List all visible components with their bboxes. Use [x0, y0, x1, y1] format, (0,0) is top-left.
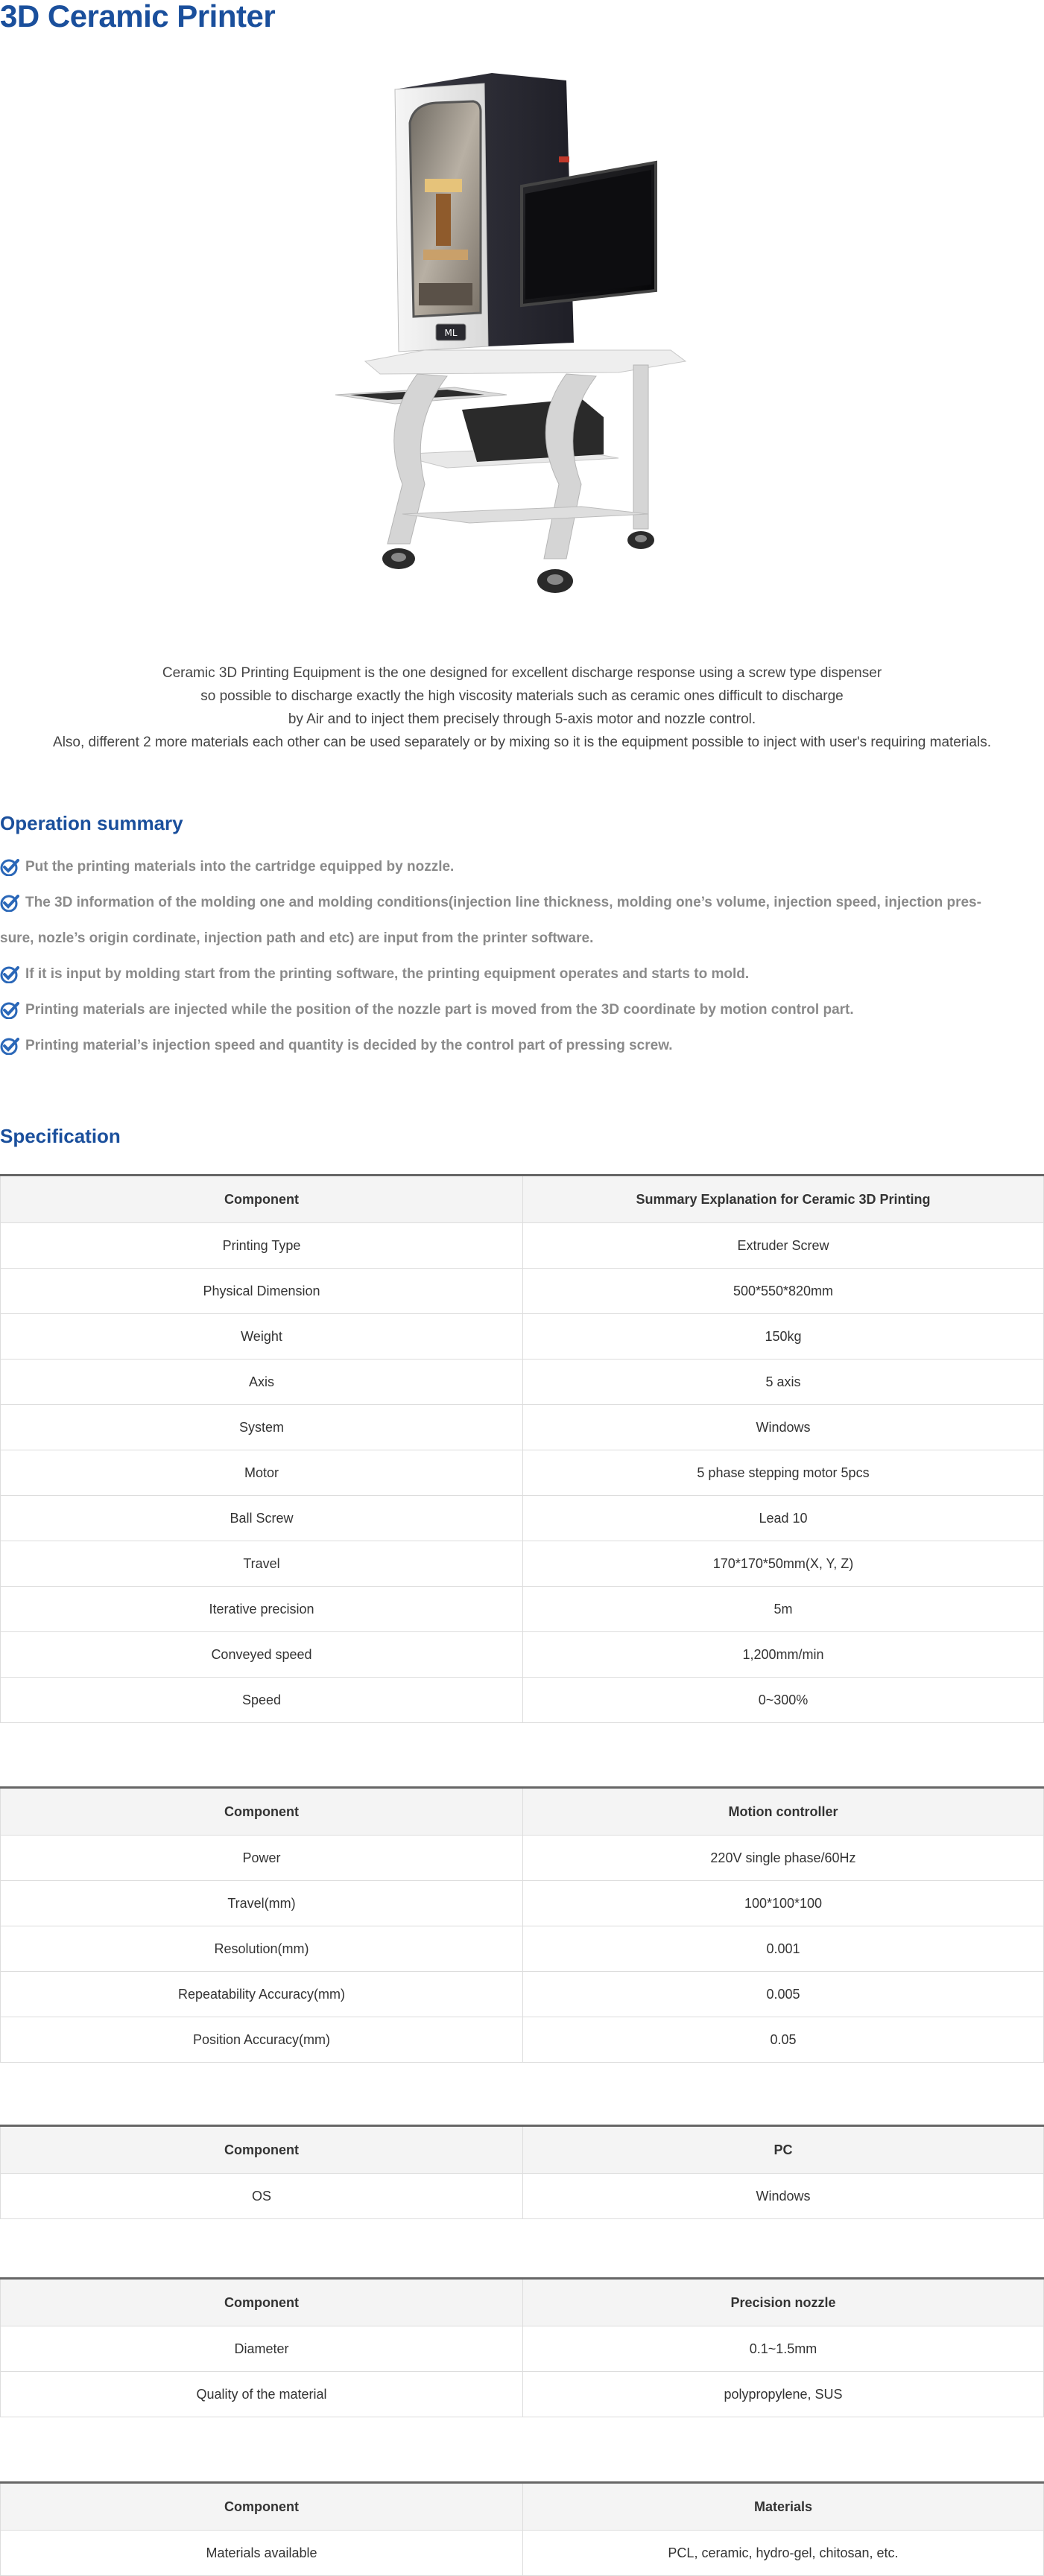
list-item-text: sure, nozle’s origin cordinate, injection path and etc) are input from the printer software. [0, 930, 594, 946]
table-cell: 0.05 [523, 2017, 1044, 2063]
table-header-cell: Precision nozzle [523, 2279, 1044, 2326]
table-row [1, 1223, 1044, 1269]
spec-table-precision-nozzle [0, 2277, 1044, 2417]
table-header-cell: Component [1, 2279, 523, 2326]
table-header-row [1, 2279, 1044, 2326]
table-cell: Motor [1, 1450, 523, 1496]
table-cell: 0.005 [523, 1972, 1044, 2017]
table-header-cell: Summary Explanation for Ceramic 3D Printing [523, 1176, 1044, 1223]
spec-table-pc [0, 2125, 1044, 2219]
table-cell: 0.001 [523, 1926, 1044, 1972]
table-row [1, 1496, 1044, 1541]
list-item-text: If it is input by molding start from the printing software, the printing equipment operates and starts to mold. [25, 966, 750, 982]
table-cell: 100*100*100 [523, 1881, 1044, 1926]
table-header-cell: Component [1, 2483, 523, 2531]
table-cell: polypropylene, SUS [523, 2372, 1044, 2417]
intro-line: so possible to discharge exactly the high viscosity materials such as ceramic ones difficult to discharge [200, 688, 844, 704]
table-cell: 5 axis [523, 1360, 1044, 1405]
table-cell: Windows [523, 1405, 1044, 1450]
list-item-continuation [0, 921, 1043, 957]
table-row [1, 1926, 1044, 1972]
table-cell: Extruder Screw [523, 1223, 1044, 1269]
table-cell: OS [1, 2174, 523, 2219]
list-item-text: Printing materials are injected while the position of the nozzle part is moved from the 3D coordinate by motion control part. [25, 1002, 854, 1018]
table-row [1, 1360, 1044, 1405]
table-header-row [1, 2126, 1044, 2174]
table-row [1, 1632, 1044, 1678]
spec-table-motion-controller [0, 1786, 1044, 2063]
table-cell: Materials available [1, 2531, 523, 2576]
specification-title: Specification [0, 1125, 121, 1147]
table-header-cell: Materials [523, 2483, 1044, 2531]
check-icon [0, 858, 19, 876]
table-cell: 170*170*50mm(X, Y, Z) [523, 1541, 1044, 1587]
table-cell: Physical Dimension [1, 1269, 523, 1314]
table-cell: Diameter [1, 2326, 523, 2372]
table-row [1, 2017, 1044, 2063]
list-item [0, 849, 1043, 885]
table-cell: Iterative precision [1, 1587, 523, 1632]
table-cell: Quality of the material [1, 2372, 523, 2417]
spec-table-main [0, 1174, 1044, 1723]
table-header-cell: Component [1, 1176, 523, 1223]
table-row [1, 1405, 1044, 1450]
list-item [0, 885, 1043, 921]
table-header-cell: Component [1, 1788, 523, 1836]
table-row [1, 1972, 1044, 2017]
table-cell: Speed [1, 1678, 523, 1723]
operation-summary-title: Operation summary [0, 812, 183, 834]
list-item-text: Printing material’s injection speed and quantity is decided by the control part of pressing screw. [25, 1038, 673, 1053]
table-row [1, 1678, 1044, 1723]
list-item [0, 1028, 1043, 1064]
table-cell: Power [1, 1836, 523, 1881]
list-item-text: Put the printing materials into the cartridge equipped by nozzle. [25, 859, 455, 875]
table-cell: 500*550*820mm [523, 1269, 1044, 1314]
table-cell: 5 phase stepping motor 5pcs [523, 1450, 1044, 1496]
check-icon [0, 894, 19, 912]
table-row [1, 2372, 1044, 2417]
table-row [1, 1587, 1044, 1632]
table-row [1, 2531, 1044, 2576]
table-cell: Ball Screw [1, 1496, 523, 1541]
table-header-cell: Motion controller [523, 1788, 1044, 1836]
table-cell: PCL, ceramic, hydro-gel, chitosan, etc. [523, 2531, 1044, 2576]
table-cell: Travel [1, 1541, 523, 1587]
operation-summary-list [0, 849, 1043, 1064]
table-header-row [1, 1788, 1044, 1836]
page-title: 3D Ceramic Printer [0, 0, 276, 34]
table-header-cell: Component [1, 2126, 523, 2174]
table-cell: System [1, 1405, 523, 1450]
table-row [1, 1541, 1044, 1587]
table-cell: Windows [523, 2174, 1044, 2219]
printer-image [335, 67, 723, 633]
list-item-text: The 3D information of the molding one and molding conditions(injection line thickness, molding one’s volume, injection speed, injection pres- [25, 895, 981, 910]
intro-line: by Air and to inject them precisely through 5-axis motor and nozzle control. [288, 711, 756, 727]
table-cell: Printing Type [1, 1223, 523, 1269]
table-cell: 0~300% [523, 1678, 1044, 1723]
table-cell: Conveyed speed [1, 1632, 523, 1678]
table-cell: Axis [1, 1360, 523, 1405]
table-cell: Lead 10 [523, 1496, 1044, 1541]
table-row [1, 1881, 1044, 1926]
table-cell: 220V single phase/60Hz [523, 1836, 1044, 1881]
list-item [0, 957, 1043, 992]
table-cell: Position Accuracy(mm) [1, 2017, 523, 2063]
table-cell: 1,200mm/min [523, 1632, 1044, 1678]
intro-line: Ceramic 3D Printing Equipment is the one designed for excellent discharge response using a screw type dispenser [162, 665, 882, 681]
intro-line: Also, different 2 more materials each other can be used separately or by mixing so it is the equipment possible to inject with user's requiring materials. [53, 735, 991, 750]
spec-table-materials [0, 2481, 1044, 2576]
table-row [1, 2174, 1044, 2219]
table-cell: 150kg [523, 1314, 1044, 1360]
check-icon [0, 1037, 19, 1055]
check-icon [0, 1001, 19, 1019]
check-icon [0, 965, 19, 983]
table-header-row [1, 1176, 1044, 1223]
table-header-cell: PC [523, 2126, 1044, 2174]
table-cell: Resolution(mm) [1, 1926, 523, 1972]
table-cell: Repeatability Accuracy(mm) [1, 1972, 523, 2017]
table-row [1, 1314, 1044, 1360]
table-row [1, 1269, 1044, 1314]
table-row [1, 1836, 1044, 1881]
table-row [1, 2326, 1044, 2372]
table-header-row [1, 2483, 1044, 2531]
table-cell: 0.1~1.5mm [523, 2326, 1044, 2372]
table-cell: Travel(mm) [1, 1881, 523, 1926]
table-row [1, 1450, 1044, 1496]
table-cell: Weight [1, 1314, 523, 1360]
intro-text [0, 662, 1044, 754]
brand-logo: ML [444, 328, 458, 338]
table-cell: 5m [523, 1587, 1044, 1632]
list-item [0, 992, 1043, 1028]
